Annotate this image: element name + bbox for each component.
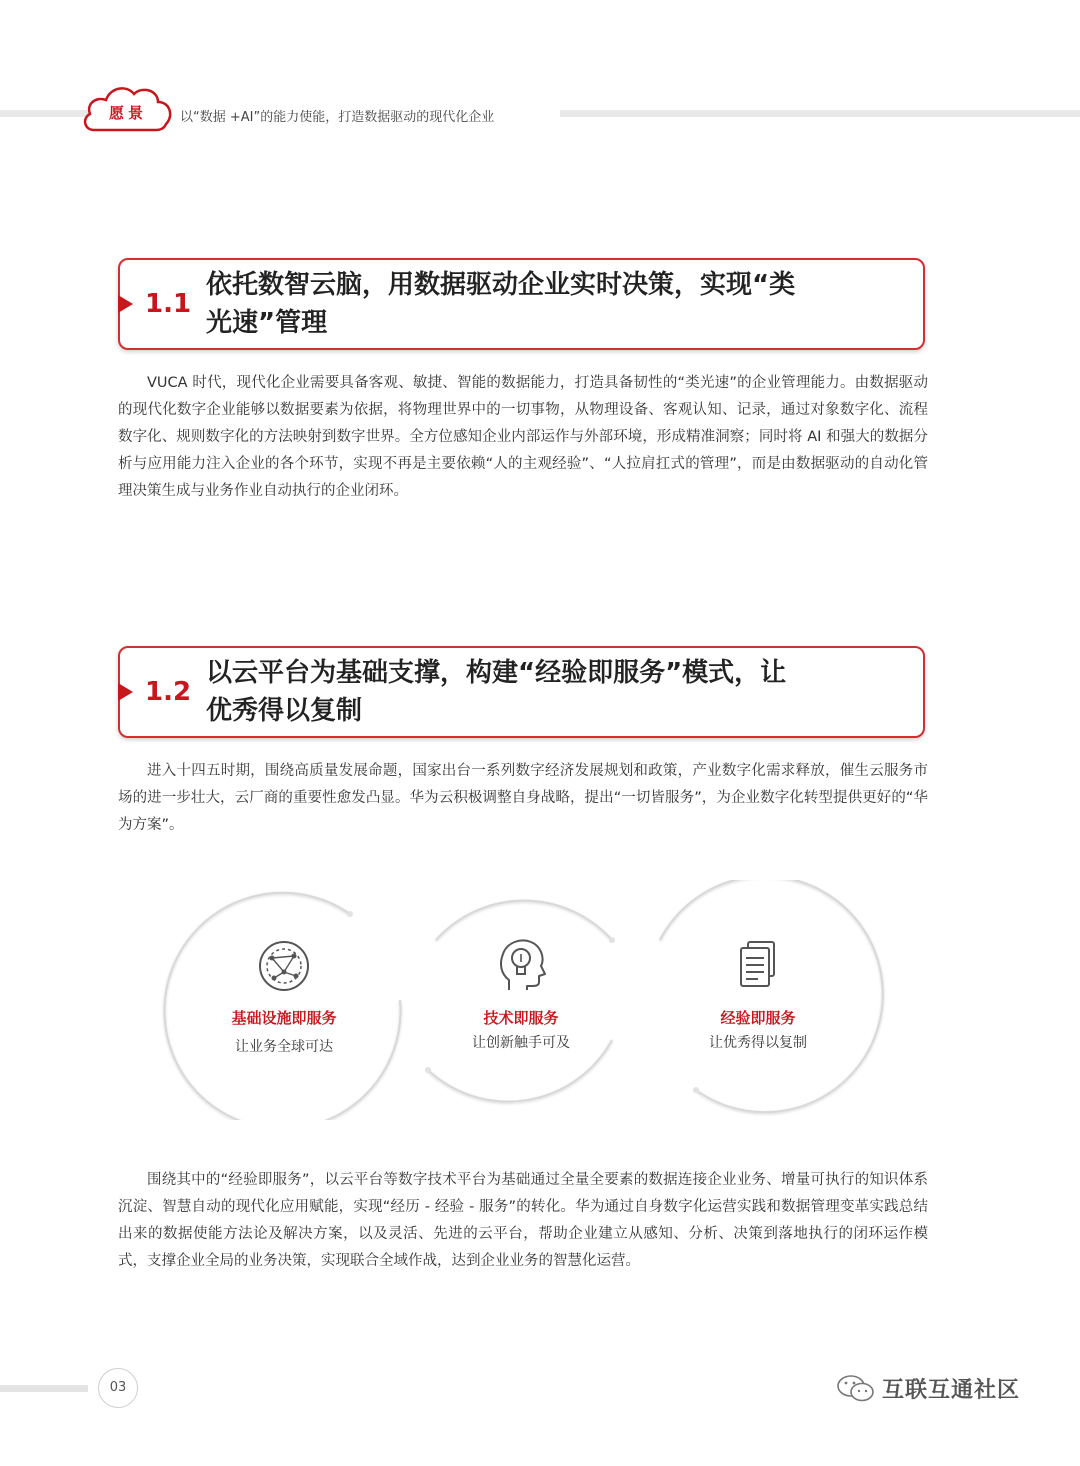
section-paragraph: VUCA 时代，现代化企业需要具备客观、敏捷、智能的数据能力，打造具备韧性的“类光速”的企业管理能力。由数据驱动的现代化数字企业能够以数据要素为依据，将物理世界中的一切事物，从物理设备、客观认知、记录，通过对象数字化、流程数字化、规则数字化的方法映射到数字世界。全方位感知企业内部运作与外部环境，形成精准洞察；同时将 AI 和强大的数据分析与应用能力注入企业的各个环节，实现不再是主要依赖“人的主观经验”、“人拉肩扛式的管理”，而是由数据驱动的自动化管理决策生成与业务作业自动执行的企业闭环。 <box>118 375 928 499</box>
wechat-icon <box>836 1373 876 1403</box>
service-title: 经验即服务 <box>720 1009 796 1027</box>
footer-rule <box>0 1385 88 1392</box>
arc-dot <box>425 1067 431 1073</box>
service-subtitle: 让创新触手可及 <box>472 1035 570 1051</box>
header-badge: 愿景 <box>108 104 147 122</box>
section-title <box>206 266 896 342</box>
service-subtitle: 让优秀得以复制 <box>709 1035 807 1051</box>
service-title: 基础设施即服务 <box>231 1009 337 1027</box>
service-title: 技术即服务 <box>483 1009 559 1027</box>
section-marker-icon <box>118 295 133 313</box>
service-subtitle: 让业务全球可达 <box>235 1039 333 1055</box>
arc-dot <box>347 911 353 917</box>
arc-dot <box>609 937 615 943</box>
network-globe-icon <box>254 936 314 996</box>
head-bulb-icon <box>491 934 551 994</box>
header-title: 以“数据 +AI”的能力使能，打造数据驱动的现代化企业 <box>180 110 495 125</box>
section-number: 1.2 <box>145 677 192 707</box>
section-title-line: 光速”管理 <box>206 308 328 338</box>
arc-dot <box>693 1087 699 1093</box>
section-marker-icon <box>118 683 133 701</box>
watermark <box>836 1373 1020 1403</box>
section-title <box>206 654 896 730</box>
section-title-line: 优秀得以复制 <box>206 696 363 726</box>
section-title-line: 以云平台为基础支撑，构建“经验即服务”模式，让 <box>206 658 787 688</box>
service-diagram <box>160 880 920 1120</box>
watermark-text: 互联互通社区 <box>882 1377 1021 1403</box>
section-title-line: 依托数智云脑，用数据驱动企业实时决策，实现“类 <box>206 270 796 300</box>
documents-icon <box>728 936 788 996</box>
closing-paragraph: 围绕其中的“经验即服务”，以云平台等数字技术平台为基础通过全量全要素的数据连接企业业务、增量可执行的知识体系沉淀、智慧自动的现代化应用赋能，实现“经历 - 经验 - 服务”的转化。华为通过自身数字化运营实践和数据管理变革实践总结出来的数据使能方法论及解决方案，以及灵活、先进的云平台，帮助企业建立从感知、分析、决策到落地执行的闭环运作模式，支撑企业全局的业务决策，实现联合全域作战，达到企业业务的智慧化运营。 <box>118 1172 928 1269</box>
diagram-arcs <box>160 880 920 1120</box>
section-number: 1.1 <box>145 289 192 319</box>
section-paragraph: 进入十四五时期，围绕高质量发展命题，国家出台一系列数字经济发展规划和政策，产业数字化需求释放，催生云服务市场的进一步壮大，云厂商的重要性愈发凸显。华为云积极调整自身战略，提出“一切皆服务”，为企业数字化转型提供更好的“华为方案”。 <box>118 763 928 833</box>
page-number: 03 <box>98 1368 138 1408</box>
